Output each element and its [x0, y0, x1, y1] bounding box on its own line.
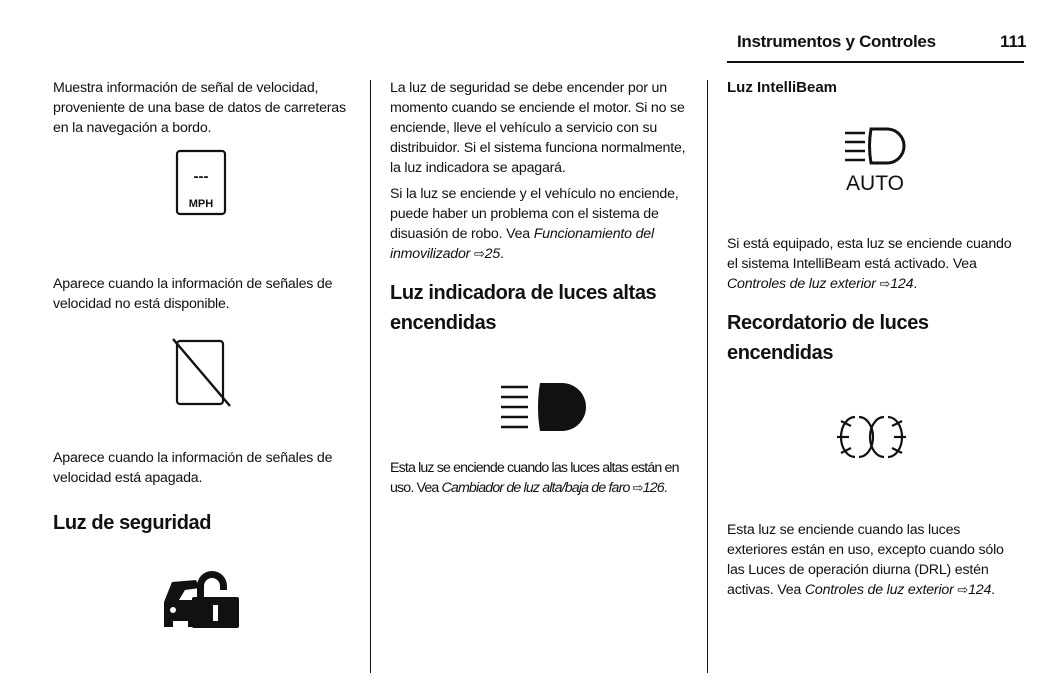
column-1 — [53, 78, 353, 632]
speed-sign-off-icon — [53, 314, 353, 448]
speed-sign-dashes: --- — [193, 168, 209, 185]
intellibeam-description: Si está equipado, esta luz se enciende cuando el sistema IntelliBeam está activado. Vea Controles de luz exterior ⇨124. — [727, 236, 1012, 292]
exterior-lamp-page-ref-1[interactable]: 124 — [890, 276, 914, 292]
column-divider-1 — [370, 80, 371, 673]
speed-sign-unavailable-text: Aparece cuando la información de señales de velocidad no está disponible. — [53, 276, 333, 312]
page-number: 111 — [1000, 32, 1027, 51]
lamps-on-reminder-heading: Recordatorio de luces encendidas — [727, 312, 929, 364]
exterior-lamp-reference-1[interactable]: Controles de luz exterior — [727, 276, 876, 292]
column-2 — [390, 78, 692, 498]
reference-arrow-icon: ⇨ — [632, 480, 643, 495]
security-light-description: La luz de seguridad se debe encender por un momento cuando se enciende el motor. Si no se enciende, lleve el vehículo a servicio con su distribuidor. Si el sistema funciona normalmente, la luz indicadora se apagará. — [390, 80, 686, 176]
column-divider-2 — [707, 80, 708, 673]
page-header — [0, 32, 1054, 56]
high-beam-icon — [390, 358, 692, 458]
speed-sign-off-text: Aparece cuando la información de señales de velocidad está apagada. — [53, 450, 333, 486]
speed-sign-description: Muestra información de señal de velocidad, proveniente de una base de datos de carreteras en la navegación a bordo. — [53, 80, 346, 136]
reference-arrow-icon: ⇨ — [473, 246, 485, 261]
intellibeam-heading: Luz IntelliBeam — [727, 79, 838, 96]
speed-limit-sign-icon — [53, 138, 353, 274]
intellibeam-auto-icon — [727, 108, 1024, 218]
reference-arrow-icon: ⇨ — [879, 276, 891, 291]
security-light-heading: Luz de seguridad — [53, 512, 212, 534]
lamps-on-reminder-description: Esta luz se enciende cuando las luces exteriores están en uso, excepto cuando sólo las Luces de operación diurna (DRL) estén activas. Vea Controles de luz exterior ⇨124. — [727, 522, 1004, 598]
exterior-lamp-page-ref-2[interactable]: 124 — [968, 582, 992, 598]
beam-changer-page-ref[interactable]: 126 — [642, 480, 664, 496]
theft-deterrent-text: Si la luz se enciende y el vehículo no enciende, puede haber un problema con el sistema de disuasión de robo. Vea Funcionamiento del inmovilizador ⇨25. — [390, 186, 679, 262]
header-rule — [727, 61, 1024, 63]
auto-label: AUTO — [846, 172, 904, 195]
section-title: Instrumentos y Controles — [737, 32, 936, 51]
column-3 — [727, 78, 1024, 600]
lamps-on-reminder-icon — [727, 388, 1024, 498]
reference-arrow-icon: ⇨ — [957, 582, 969, 597]
high-beam-heading: Luz indicadora de luces altas encendidas — [390, 282, 657, 334]
beam-changer-reference[interactable]: Cambiador de luz alta/baja de faro — [441, 480, 630, 496]
exterior-lamp-reference-2[interactable]: Controles de luz exterior — [804, 582, 954, 598]
immobilizer-reference[interactable]: Funcionamiento del inmovilizador — [390, 226, 654, 262]
immobilizer-page-ref[interactable]: 25 — [484, 246, 501, 262]
speed-sign-unit: MPH — [188, 198, 214, 210]
security-light-icon — [53, 568, 353, 632]
high-beam-description: Esta luz se enciende cuando las luces altas están en uso. Vea Cambiador de luz alta/baja de faro ⇨126. — [390, 460, 679, 496]
